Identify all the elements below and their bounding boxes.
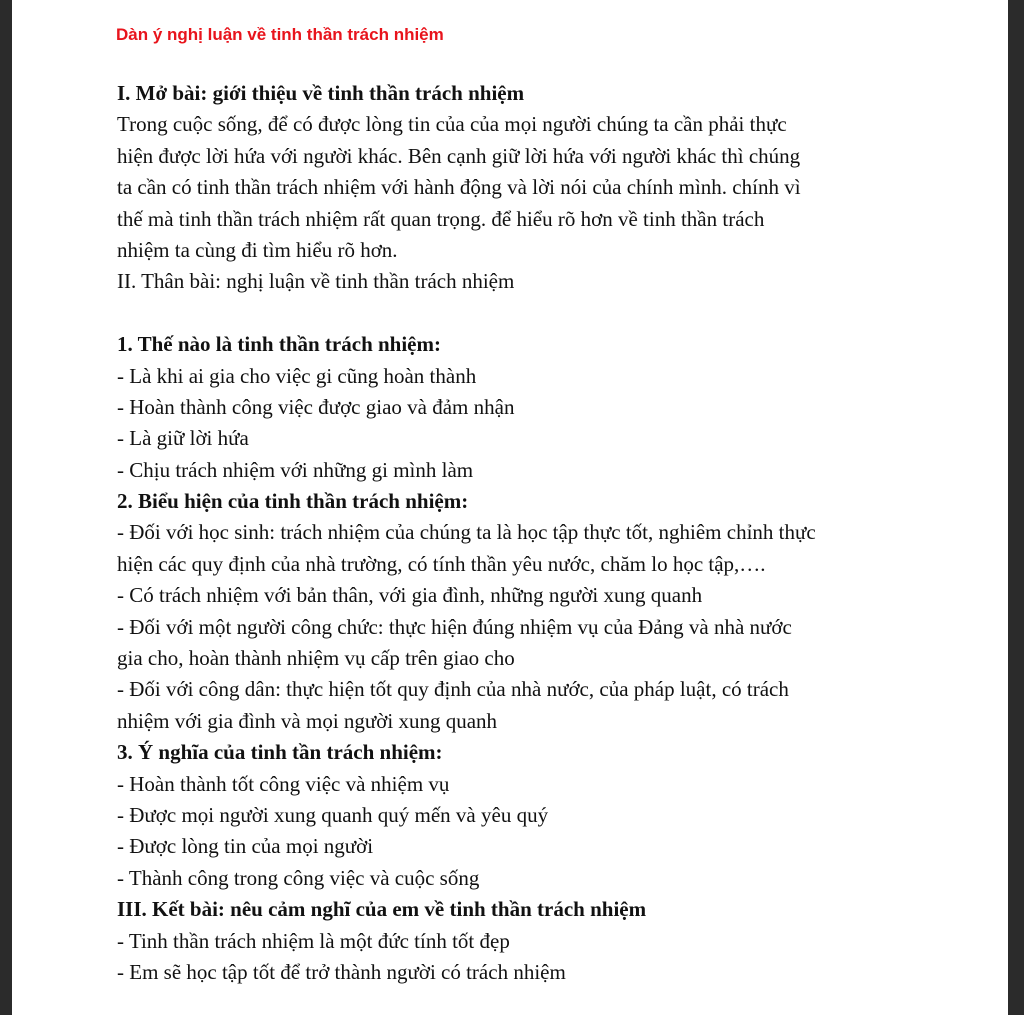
list-item: - Được lòng tin của mọi người [117, 834, 374, 859]
paragraph-line: nhiệm ta cùng đi tìm hiểu rõ hơn. [117, 237, 398, 262]
list-item: - Hoàn thành công việc được giao và đảm nhận [117, 394, 515, 419]
document-title: Dàn ý nghị luận về tinh thần trách nhiệm [116, 25, 444, 44]
list-item: - Em sẽ học tập tốt để trở thành người có trách nhiệm [117, 959, 566, 984]
blank-line [117, 298, 997, 329]
section-heading-intro: I. Mở bài: giới thiệu về tinh thần trách nhiệm [117, 81, 525, 105]
subheading-meaning: 3. Ý nghĩa của tinh tần trách nhiệm: [117, 740, 443, 765]
section-heading-conclusion: III. Kết bài: nêu cảm nghĩ của em về tinh thần trách nhiệm [117, 897, 647, 922]
paragraph-line: Trong cuộc sống, để có được lòng tin của của mọi người chúng ta cần phải thực [117, 112, 787, 137]
document-page [12, 0, 1008, 1015]
list-item: - Đối với học sinh: trách nhiệm của chúng ta là học tập thực tốt, nghiêm chỉnh thực [117, 520, 816, 545]
list-item-continued: hiện các quy định của nhà trường, có tính thần yêu nước, chăm lo học tập,…. [117, 551, 766, 576]
list-item: - Đối với một người công chức: thực hiện đúng nhiệm vụ của Đảng và nhà nước [117, 614, 792, 639]
paragraph-line: ta cần có tinh thần trách nhiệm với hành động và lời nói của chính mình. chính vì [117, 175, 801, 200]
list-item: - Có trách nhiệm với bản thân, với gia đình, những người xung quanh [117, 583, 703, 608]
paragraph-line: thế mà tinh thần trách nhiệm rất quan trọng. để hiểu rõ hơn về tinh thần trách [117, 206, 765, 231]
list-item: - Là giữ lời hứa [117, 426, 249, 451]
list-item-continued: nhiệm với gia đình và mọi người xung quanh [117, 708, 498, 733]
list-item: - Đối với công dân: thực hiện tốt quy định của nhà nước, của pháp luật, có trách [117, 677, 789, 702]
list-item-continued: gia cho, hoàn thành nhiệm vụ cấp trên giao cho [117, 646, 515, 671]
list-item: - Là khi ai gia cho việc gi cũng hoàn thành [117, 363, 477, 388]
subheading-definition: 1. Thế nào là tinh thần trách nhiệm: [117, 332, 441, 357]
section-heading-body: II. Thân bài: nghị luận về tinh thần trách nhiệm [117, 269, 515, 294]
subheading-expression: 2. Biểu hiện của tinh thần trách nhiệm: [117, 489, 469, 514]
paragraph-line: hiện được lời hứa với người khác. Bên cạnh giữ lời hứa với người khác thì chúng [117, 143, 801, 168]
list-item: - Chịu trách nhiệm với những gi mình làm [117, 457, 474, 482]
document-body [117, 78, 997, 988]
list-item: - Hoàn thành tốt công việc và nhiệm vụ [117, 771, 450, 796]
list-item: - Tinh thần trách nhiệm là một đức tính tốt đẹp [117, 928, 510, 953]
list-item: - Được mọi người xung quanh quý mến và yêu quý [117, 802, 549, 827]
list-item: - Thành công trong công việc và cuộc sống [117, 865, 480, 890]
